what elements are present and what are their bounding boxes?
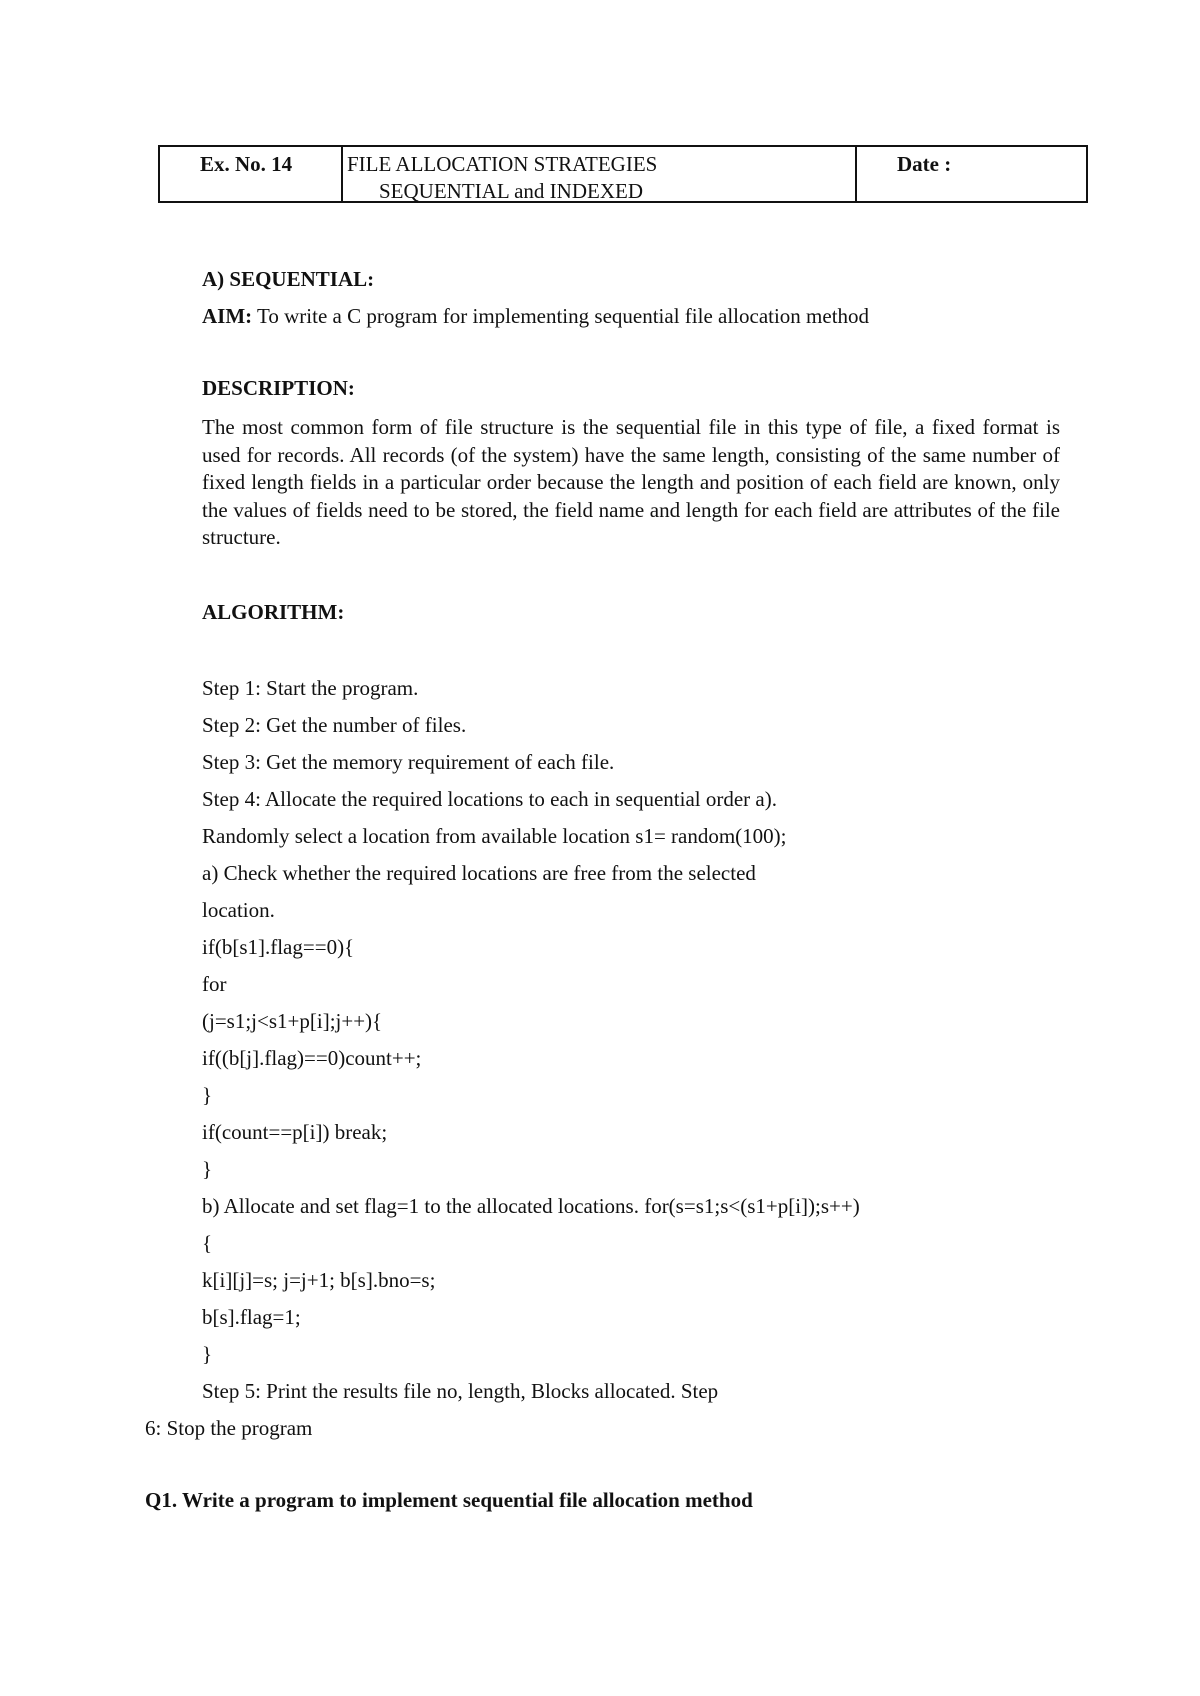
algorithm-line: b) Allocate and set flag=1 to the allocated locations. for(s=s1;s<(s1+p[i]);s++) bbox=[202, 1194, 860, 1218]
algorithm-line: } bbox=[202, 1342, 213, 1366]
algorithm-line: (j=s1;j<s1+p[i];j++){ bbox=[202, 1009, 383, 1033]
question-q1: Q1. Write a program to implement sequential file allocation method bbox=[145, 1488, 753, 1512]
algorithm-line: if(b[s1].flag==0){ bbox=[202, 935, 355, 959]
aim-text: To write a C program for implementing sequential file allocation method bbox=[252, 304, 870, 328]
date-cell bbox=[857, 147, 1086, 201]
aim-line bbox=[202, 302, 869, 330]
algorithm-line: Step 1: Start the program. bbox=[202, 676, 419, 700]
algorithm-line: location. bbox=[202, 898, 275, 922]
algorithm-heading: ALGORITHM: bbox=[202, 600, 345, 624]
date-label: Date : bbox=[897, 152, 952, 176]
section-title: A) SEQUENTIAL: bbox=[202, 267, 375, 291]
algorithm-line: } bbox=[202, 1157, 213, 1181]
algorithm-final-line: 6: Stop the program bbox=[145, 1416, 313, 1440]
algorithm-line: k[i][j]=s; j=j+1; b[s].bno=s; bbox=[202, 1268, 436, 1292]
exercise-title bbox=[343, 147, 857, 201]
algorithm-line: a) Check whether the required locations are free from the selected bbox=[202, 861, 756, 885]
algorithm-line: Step 3: Get the memory requirement of each file. bbox=[202, 750, 615, 774]
description-text: The most common form of file structure is the sequential file in this type of file, a fixed format is used for records. All records (of the system) have the same length, consisting of the same number of fixed length fields in a particular order because the length and position of each field are known, only the values of fields need to be stored, the field name and length for each field are attributes of the file structure. bbox=[202, 415, 1060, 549]
description-heading: DESCRIPTION: bbox=[202, 376, 355, 400]
algorithm-line: b[s].flag=1; bbox=[202, 1305, 301, 1329]
algorithm-line: Randomly select a location from available location s1= random(100); bbox=[202, 824, 787, 848]
exercise-number bbox=[160, 147, 343, 201]
algorithm-line: Step 2: Get the number of files. bbox=[202, 713, 467, 737]
algorithm-line: if(count==p[i]) break; bbox=[202, 1120, 388, 1144]
algorithm-line: } bbox=[202, 1083, 213, 1107]
exercise-number-text: Ex. No. 14 bbox=[200, 152, 293, 176]
algorithm-line: Step 4: Allocate the required locations to each in sequential order a). bbox=[202, 787, 777, 811]
exercise-title-line1: FILE ALLOCATION STRATEGIES bbox=[347, 152, 658, 176]
algorithm-line: { bbox=[202, 1231, 213, 1255]
algorithm-line: if((b[j].flag)==0)count++; bbox=[202, 1046, 422, 1070]
aim-label: AIM: bbox=[202, 304, 253, 328]
algorithm-line: for bbox=[202, 972, 227, 996]
header-table bbox=[158, 145, 1088, 203]
algorithm-line: Step 5: Print the results file no, length, Blocks allocated. Step bbox=[202, 1379, 719, 1403]
exercise-title-line2: SEQUENTIAL and INDEXED bbox=[379, 179, 643, 203]
